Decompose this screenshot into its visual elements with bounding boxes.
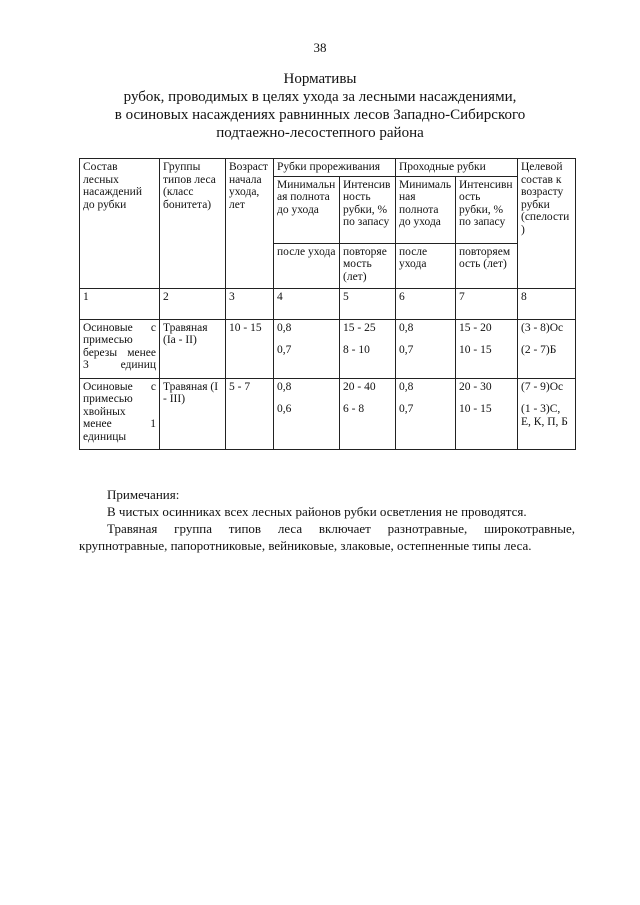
document-title [0,70,640,142]
value-after: 0,6 [277,403,292,415]
row-target-composition [518,378,576,449]
value-target-main: (7 - 9)Ос [521,380,564,393]
value-target-main: (3 - 8)Ос [521,321,564,334]
row-intensity-thinning [340,319,396,378]
header-repeat-thinning: повторяемость (лет) [340,243,396,288]
header-age: Возраст начала ухода, лет [226,159,274,289]
value-repeat: 6 - 8 [343,403,365,415]
value-after: 0,7 [277,344,292,356]
row-age: 5 - 7 [226,378,274,449]
col-number: 6 [396,288,456,319]
header-thinning: Рубки прореживания [274,159,396,177]
note-1: В чистых осинниках всех лесных районов рубки осветления не проводятся. [107,504,527,519]
title-line-1: Нормативы [283,71,357,87]
value-before: 0,8 [399,380,414,393]
note-2: Травяная группа типов леса включает разнотравные, широкотравные, крупнотравные, папоротниковые, вейниковые, злаковые, остепненные типы леса. [79,521,575,553]
col-number: 4 [274,288,340,319]
row-forest-group: Травяная (Iа - II) [160,319,226,378]
col-number: 1 [80,288,160,319]
title-line-2: рубок, проводимых в целях ухода за лесными насаждениями, [123,89,517,105]
value-intensity: 15 - 25 [343,321,376,334]
value-before: 0,8 [277,380,292,393]
header-repeat-passage: повторяемость (лет) [456,243,518,288]
table-row [80,378,576,449]
col-number: 2 [160,288,226,319]
col-number: 7 [456,288,518,319]
header-after-care-passage: после ухода [396,243,456,288]
value-target-mix: (2 - 7)Б [521,344,557,356]
row-min-density-thinning [274,319,340,378]
value-repeat: 10 - 15 [459,344,492,356]
header-after-care-thinning: после ухода [274,243,340,288]
row-age: 10 - 15 [226,319,274,378]
value-repeat: 8 - 10 [343,344,370,356]
row-intensity-thinning [340,378,396,449]
table-row [80,319,576,378]
value-target-mix: (1 - 3)С, Е, К, П, Б [521,403,568,428]
row-intensity-passage [456,378,518,449]
notes-section [79,486,575,554]
value-before: 0,8 [399,321,414,334]
col-number: 8 [518,288,576,319]
row-min-density-passage [396,378,456,449]
page-number: 38 [313,40,327,55]
header-row-1 [80,159,576,177]
value-intensity: 20 - 30 [459,380,492,393]
row-composition: Осиновые с примесью хвойных менее 1 единицы [80,378,160,449]
row-forest-group: Травяная (I - III) [160,378,226,449]
norms-table [79,158,576,450]
row-min-density-passage [396,319,456,378]
value-repeat: 10 - 15 [459,403,492,415]
row-composition: Осиновые с примесью березы менее 3 единиц [80,319,160,378]
header-passage: Проходные рубки [396,159,518,177]
header-intensity-thinning: Интенсивность рубки, % по запасу [340,176,396,243]
col-number: 3 [226,288,274,319]
row-min-density-thinning [274,378,340,449]
header-intensity-passage: Интенсивность рубки, % по запасу [456,176,518,243]
row-target-composition [518,319,576,378]
header-forest-groups: Группы типов леса (класс бонитета) [160,159,226,289]
value-intensity: 15 - 20 [459,321,492,334]
header-min-density-passage: Минимальная полнота до ухода [396,176,456,243]
title-line-4: подтаежно-лесостепного района [216,125,424,141]
value-intensity: 20 - 40 [343,380,376,393]
value-after: 0,7 [399,403,414,415]
value-before: 0,8 [277,321,292,334]
row-intensity-passage [456,319,518,378]
col-number: 5 [340,288,396,319]
header-min-density-thinning: Минимальная полнота до ухода [274,176,340,243]
column-number-row [80,288,576,319]
title-line-3: в осиновых насаждениях равнинных лесов Западно-Сибирского [114,107,526,123]
value-after: 0,7 [399,344,414,356]
header-target: Целевой состав к возрасту рубки (спелости) [518,159,576,289]
header-composition: Состав лесных насаждений до рубки [80,159,160,289]
notes-heading: Примечания: [107,487,180,502]
